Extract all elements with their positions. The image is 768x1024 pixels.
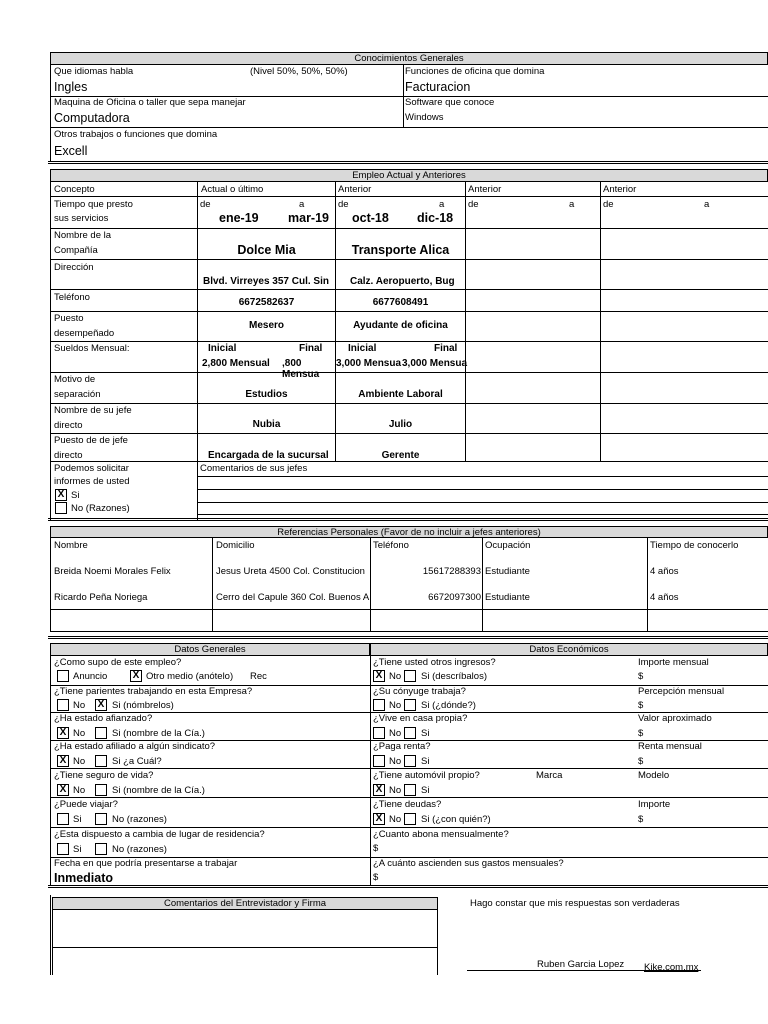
- de-label: de: [603, 199, 614, 210]
- informes-no-label: No (Razones): [71, 503, 130, 514]
- parientes-no-checkbox[interactable]: [57, 699, 69, 711]
- casa-no-checkbox[interactable]: [373, 727, 385, 739]
- left-border: [50, 169, 51, 520]
- col-anterior-1: Anterior: [338, 184, 372, 195]
- col-line: [370, 656, 371, 886]
- col-line: [482, 538, 483, 632]
- row-line: [50, 631, 768, 632]
- referencias-title: Referencias Personales (Favor de no incluir a jefes anteriores): [50, 526, 768, 538]
- row-line: [50, 827, 768, 828]
- col-anterior-3: Anterior: [603, 184, 637, 195]
- ref-domicilio: Cerro del Capule 360 Col. Buenos A: [216, 592, 370, 603]
- gen-q1: ¿Como supo de este empleo?: [54, 657, 182, 668]
- renta-no-label: No: [389, 756, 402, 767]
- otro-medio-label: Otro medio (anótelo): [146, 671, 234, 682]
- ref-tiempo: 4 años: [650, 592, 679, 603]
- constancia-text: Hago constar que mis respuestas son verdaderas: [470, 898, 680, 909]
- gen-q7: ¿Esta dispuesto a cambia de lugar de residencia?: [54, 829, 265, 840]
- final-label: Final: [434, 343, 458, 354]
- eco-q6: ¿Tiene deudas?: [373, 799, 442, 810]
- eco-q7: ¿Cuanto abona mensualmente?: [373, 829, 509, 840]
- row-line: [50, 461, 768, 462]
- sindicato-si-checkbox[interactable]: [95, 755, 107, 767]
- afianzado-si-label: Si (nombre de la Cía.): [112, 728, 205, 739]
- sindicato-si-label: Si ¿a Cuál?: [112, 756, 162, 767]
- informes-no-checkbox[interactable]: [55, 502, 67, 514]
- col-line: [212, 538, 213, 632]
- jefe-label-2: directo: [54, 420, 83, 431]
- ref-domicilio: Jesus Ureta 4500 Col. Constitucion: [216, 566, 365, 577]
- left-border: [52, 897, 53, 975]
- left-border: [50, 526, 51, 632]
- a-label: a: [439, 199, 445, 210]
- conyuge-si-checkbox[interactable]: [404, 699, 416, 711]
- viajar-si-label: Si: [73, 814, 82, 825]
- left-border: [50, 643, 51, 886]
- motivo-label-2: separación: [54, 389, 101, 400]
- anuncio-checkbox[interactable]: [57, 670, 69, 682]
- row-line: [50, 609, 768, 610]
- col-anterior-2: Anterior: [468, 184, 502, 195]
- fecha-value: Inmediato: [54, 871, 114, 885]
- watermark-link[interactable]: Kike.com.mx: [644, 962, 699, 973]
- ingresos-si-label: Si (descríbalos): [421, 671, 487, 682]
- casa-si-label: Si: [421, 728, 430, 739]
- funciones-value: Facturacion: [405, 80, 471, 94]
- puesto-label-2: desempeñado: [54, 328, 115, 339]
- deudas-si-checkbox[interactable]: [404, 813, 416, 825]
- col-line: [647, 538, 648, 632]
- auto-no-label: No: [389, 785, 402, 796]
- row-line: [50, 433, 768, 434]
- section-divider: [48, 885, 768, 888]
- job2-boss-position: Gerente: [381, 450, 420, 461]
- informes-si-label: Si: [71, 490, 80, 501]
- col-actual: Actual o último: [201, 184, 264, 195]
- de-label: de: [200, 199, 211, 210]
- col-domicilio: Domicilio: [216, 540, 255, 551]
- ref-telefono: 6672097300: [428, 592, 481, 603]
- row-line: [50, 196, 768, 197]
- idiomas-value: Ingles: [54, 80, 88, 94]
- col-tiempo: Tiempo de conocerlo: [650, 540, 739, 551]
- viajar-no-label: No (razones): [112, 814, 167, 825]
- job2-salary-initial: 3,000 Mensua: [336, 358, 402, 369]
- tiempo-label: Tiempo que presto: [54, 199, 133, 210]
- a-label: a: [704, 199, 710, 210]
- col-concepto: Concepto: [54, 184, 95, 195]
- job1-company: Dolce Mia: [237, 243, 296, 257]
- dollar-sign: $: [638, 814, 644, 825]
- parientes-si-label: Si (nómbrelos): [112, 700, 174, 711]
- otro-medio-checkbox[interactable]: X: [130, 670, 142, 682]
- renta-mensual-label: Renta mensual: [638, 741, 702, 752]
- valor-label: Valor aproximado: [638, 713, 712, 724]
- final-label: Final: [299, 343, 323, 354]
- col-line: [600, 182, 601, 461]
- applicant-name: Ruben Garcia Lopez: [537, 959, 625, 970]
- row-line: [197, 502, 768, 503]
- eco-q3: ¿Vive en casa propia?: [373, 713, 468, 724]
- importe-mensual-label: Importe mensual: [638, 657, 709, 668]
- ref-telefono: 15617288393: [422, 566, 481, 577]
- parientes-no-label: No: [73, 700, 86, 711]
- residencia-no-label: No (razones): [112, 844, 167, 855]
- maquina-label: Maquina de Oficina o taller que sepa manejar: [54, 97, 246, 108]
- afianzado-no-label: No: [73, 728, 86, 739]
- row-line: [50, 372, 768, 373]
- otro-medio-value: Rec: [250, 671, 267, 682]
- afianzado-si-checkbox[interactable]: [95, 727, 107, 739]
- eco-q2: ¿Su cónyuge trabaja?: [373, 686, 466, 697]
- ingresos-si-checkbox[interactable]: [404, 670, 416, 682]
- casa-si-checkbox[interactable]: [404, 727, 416, 739]
- left-border: [50, 52, 51, 162]
- job1-position: Mesero: [248, 320, 284, 331]
- viajar-si-checkbox[interactable]: [57, 813, 69, 825]
- a-label: a: [299, 199, 305, 210]
- maquina-value: Computadora: [54, 111, 130, 125]
- seguro-no-label: No: [73, 785, 86, 796]
- economicos-title: Datos Económicos: [370, 643, 768, 656]
- eco-q5: ¿Tiene automóvil propio?: [373, 770, 480, 781]
- renta-si-checkbox[interactable]: [404, 755, 416, 767]
- puesto-jefe-label: Puesto de de jefe: [54, 435, 128, 446]
- job2-to: dic-18: [417, 211, 454, 225]
- row-line: [50, 403, 768, 404]
- firma-title: Comentarios del Entrevistador y Firma: [52, 897, 438, 910]
- gen-q3: ¿Ha estado afianzado?: [54, 713, 153, 724]
- viajar-no-checkbox[interactable]: [95, 813, 107, 825]
- deudas-si-label: Si (¿con quién?): [421, 814, 491, 825]
- divider: [50, 127, 768, 128]
- software-label: Software que conoce: [405, 97, 495, 108]
- compania-label-2: Compañía: [54, 245, 98, 256]
- idiomas-label: Que idiomas habla: [54, 66, 134, 77]
- job1-address: Blvd. Virreyes 357 Cul. Sin: [203, 276, 329, 287]
- deudas-no-checkbox[interactable]: X: [373, 813, 385, 825]
- modelo-label: Modelo: [638, 770, 670, 781]
- ingresos-no-checkbox[interactable]: X: [373, 670, 385, 682]
- row-line: [50, 768, 768, 769]
- gen-q4: ¿Ha estado afiliado a algún sindicato?: [54, 741, 216, 752]
- telefono-label: Teléfono: [54, 292, 90, 303]
- row-line: [50, 341, 768, 342]
- afianzado-no-checkbox[interactable]: X: [57, 727, 69, 739]
- row-line: [50, 228, 768, 229]
- job2-company: Transporte Alica: [351, 243, 450, 257]
- ingresos-no-label: No: [389, 671, 402, 682]
- eco-q8: ¿A cuánto ascienden sus gastos mensuales?: [373, 858, 564, 869]
- residencia-si-label: Si: [73, 844, 82, 855]
- conyuge-si-label: Si (¿dónde?): [421, 700, 476, 711]
- tiempo-label-2: sus servicios: [54, 213, 109, 224]
- row-line: [50, 311, 768, 312]
- software-value: Windows: [405, 112, 444, 123]
- section-divider: [48, 518, 768, 521]
- comentarios-jefes-label: Comentarios de sus jefes: [200, 463, 308, 474]
- row-line: [50, 797, 768, 798]
- auto-si-checkbox[interactable]: [404, 784, 416, 796]
- job1-boss: Nubia: [252, 419, 281, 430]
- gen-q2: ¿Tiene parientes trabajando en esta Empresa?: [54, 686, 253, 697]
- direccion-label: Dirección: [54, 262, 94, 273]
- renta-si-label: Si: [421, 756, 430, 767]
- conyuge-no-label: No: [389, 700, 402, 711]
- job1-to: mar-19: [288, 211, 329, 225]
- dollar-sign: $: [638, 756, 644, 767]
- compania-label: Nombre de la: [54, 230, 112, 241]
- row-line: [52, 947, 438, 948]
- job1-phone: 6672582637: [238, 297, 295, 308]
- col-line: [197, 182, 198, 520]
- conyuge-no-checkbox[interactable]: [373, 699, 385, 711]
- seguro-no-checkbox[interactable]: X: [57, 784, 69, 796]
- job1-boss-position: Encargada de la sucursal: [208, 450, 329, 461]
- nivel-label: (Nivel 50%, 50%, 50%): [250, 66, 348, 77]
- funciones-label: Funciones de oficina que domina: [405, 66, 545, 77]
- col-line: [370, 538, 371, 632]
- informes-si-checkbox[interactable]: X: [55, 489, 67, 501]
- otros-value: Excell: [54, 144, 88, 158]
- row-line: [50, 259, 768, 260]
- ref-ocupacion: Estudiante: [485, 592, 530, 603]
- dollar-sign: $: [373, 872, 379, 883]
- a-label: a: [569, 199, 575, 210]
- puesto-jefe-label-2: directo: [54, 450, 83, 461]
- job2-boss: Julio: [388, 419, 413, 430]
- puesto-label: Puesto: [54, 313, 84, 324]
- residencia-no-checkbox[interactable]: [95, 843, 107, 855]
- job1-salary-initial: 2,800 Mensual: [202, 358, 270, 369]
- ref-nombre: Breida Noemi Morales Felix: [54, 566, 171, 577]
- sindicato-no-label: No: [73, 756, 86, 767]
- job1-from: ene-19: [219, 211, 259, 225]
- section-divider: [48, 161, 768, 164]
- row-line: [50, 289, 768, 290]
- col-nombre: Nombre: [54, 540, 88, 551]
- auto-si-label: Si: [421, 785, 430, 796]
- job2-phone: 6677608491: [372, 297, 429, 308]
- dollar-sign: $: [638, 700, 644, 711]
- empleo-title: Empleo Actual y Anteriores: [50, 169, 768, 182]
- seguro-si-label: Si (nombre de la Cía.): [112, 785, 205, 796]
- row-line: [197, 514, 768, 515]
- job2-from: oct-18: [352, 211, 389, 225]
- job2-reason: Ambiente Laboral: [358, 389, 443, 400]
- section-divider: [48, 636, 768, 639]
- job1-salary-final: ,800 Mensua: [282, 358, 320, 380]
- casa-no-label: No: [389, 728, 402, 739]
- inicial-label: Inicial: [348, 343, 377, 354]
- ref-nombre: Ricardo Peña Noriega: [54, 592, 148, 603]
- importe-label: Importe: [638, 799, 671, 810]
- motivo-label: Motivo de: [54, 374, 96, 385]
- gen-q5: ¿Tiene seguro de vida?: [54, 770, 154, 781]
- inicial-label: Inicial: [208, 343, 237, 354]
- gen-q8: Fecha en que podría presentarse a trabajar: [54, 858, 238, 869]
- deudas-no-label: No: [389, 814, 402, 825]
- eco-q1: ¿Tiene usted otros ingresos?: [373, 657, 496, 668]
- auto-no-checkbox[interactable]: X: [373, 784, 385, 796]
- col-telefono: Teléfono: [373, 540, 409, 551]
- dollar-sign: $: [638, 671, 644, 682]
- sueldos-label: Sueldos Mensual:: [54, 343, 130, 354]
- marca-label: Marca: [536, 770, 563, 781]
- ref-ocupacion: Estudiante: [485, 566, 530, 577]
- job1-reason: Estudios: [245, 389, 288, 400]
- col-line: [465, 182, 466, 461]
- residencia-si-checkbox[interactable]: [57, 843, 69, 855]
- percepcion-label: Percepción mensual: [638, 686, 725, 697]
- anuncio-label: Anuncio: [73, 671, 108, 682]
- parientes-si-checkbox[interactable]: X: [95, 699, 107, 711]
- row-line: [197, 476, 768, 477]
- job2-salary-final: 3,000 Mensua: [402, 358, 468, 369]
- job2-position: Ayudante de oficina: [353, 320, 448, 331]
- otros-label: Otros trabajos o funciones que domina: [54, 129, 218, 140]
- ref-tiempo: 4 años: [650, 566, 679, 577]
- eco-q4: ¿Paga renta?: [373, 741, 431, 752]
- solicitar-label-2: informes de usted: [54, 476, 130, 487]
- right-border: [437, 897, 438, 975]
- job2-address: Calz. Aeropuerto, Bug: [350, 276, 455, 287]
- left-border: [50, 895, 51, 975]
- row-line: [197, 489, 768, 490]
- seguro-si-checkbox[interactable]: [95, 784, 107, 796]
- conocimientos-title: Conocimientos Generales: [50, 52, 768, 65]
- de-label: de: [468, 199, 479, 210]
- solicitar-label: Podemos solicitar: [54, 463, 129, 474]
- dollar-sign: $: [638, 728, 644, 739]
- jefe-label: Nombre de su jefe: [54, 405, 132, 416]
- renta-no-checkbox[interactable]: [373, 755, 385, 767]
- col-ocupacion: Ocupación: [485, 540, 531, 551]
- gen-q6: ¿Puede viajar?: [54, 799, 118, 810]
- sindicato-no-checkbox[interactable]: X: [57, 755, 69, 767]
- de-label: de: [338, 199, 349, 210]
- generales-title: Datos Generales: [50, 643, 370, 656]
- dollar-sign: $: [373, 843, 379, 854]
